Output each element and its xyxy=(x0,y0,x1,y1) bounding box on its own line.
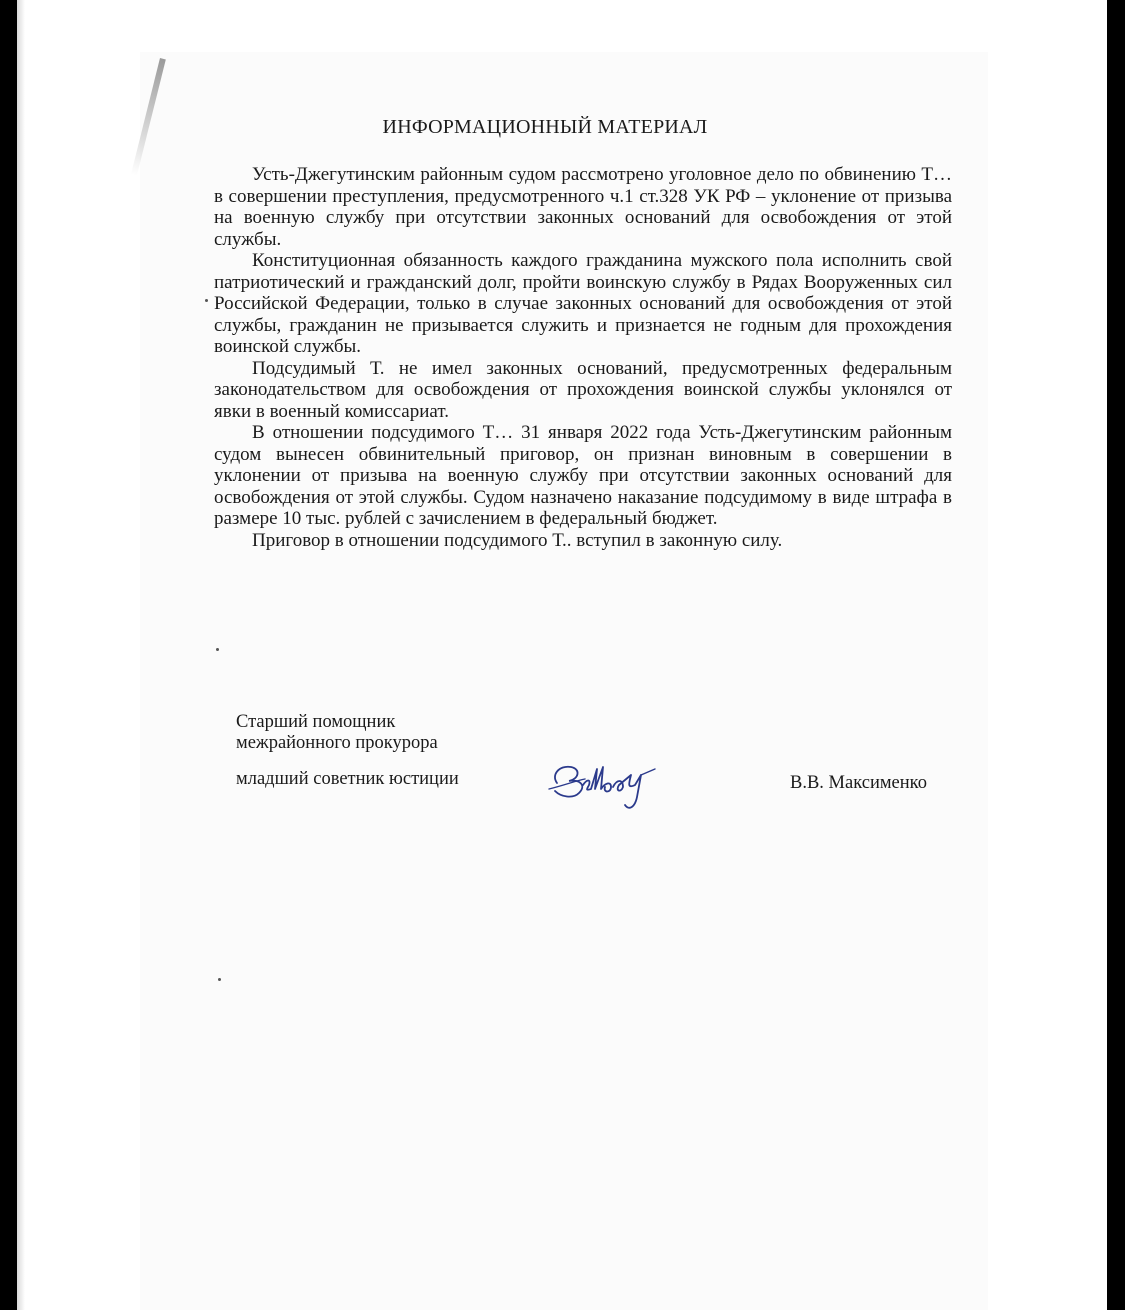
scan-speck xyxy=(218,978,221,981)
left-black-border xyxy=(0,0,17,1310)
position-line-1: Старший помощник xyxy=(236,712,396,732)
right-black-border xyxy=(1107,0,1125,1310)
document-body xyxy=(214,164,952,551)
signatory-position xyxy=(236,712,438,754)
paragraph-in-force: Приговор в отношении подсудимого Т.. вступил в законную силу. xyxy=(252,529,783,551)
position-line-2: межрайонного прокурора xyxy=(236,733,438,753)
signatory-rank: младший советник юстиции xyxy=(236,769,459,789)
scan-speck xyxy=(205,299,208,302)
signatory-name: В.В. Максименко xyxy=(790,773,927,793)
document-title: ИНФОРМАЦИОННЫЙ МАТЕРИАЛ xyxy=(382,116,708,138)
scan-speck xyxy=(216,648,219,651)
scan-edge-shadow xyxy=(17,0,25,1310)
handwritten-signature-icon xyxy=(545,745,675,815)
paragraph-defendant: Подсудимый Т. не имел законных оснований, предусмотренных федеральным законодательством для освобождения от прохождения воинской службы уклонялся от явки в военный комиссариат. xyxy=(214,357,952,422)
paragraph-obligation: Конституционная обязанность каждого гражданина мужского пола исполнить свой патриотический и гражданский долг, пройти воинскую службу в Рядах Вооруженных сил Российской Федерации, только в случае законных оснований для освобождения от этой службы, гражданин не призывается служить и признается не годным для прохождения воинской службы. xyxy=(214,250,952,357)
paragraph-case: Усть-Джегутинским районным судом рассмотрено уголовное дело по обвинению Т… в совершении преступления, предусмотренного ч.1 ст.328 УК РФ – уклонение от призыва на военную службу при отсутствии законных оснований для освобождения от этой службы. xyxy=(214,164,952,250)
paragraph-verdict: В отношении подсудимого Т… 31 января 2022 года Усть-Джегутинским районным судом вынесен обвинительный приговор, он признан виновным в совершении в уклонении от призыва на военную службу при отсутствии законных оснований для освобождения от этой службы. Судом назначено наказание подсудимому в виде штрафа в размере 10 тыс. рублей с зачислением в федеральный бюджет. xyxy=(214,422,952,529)
